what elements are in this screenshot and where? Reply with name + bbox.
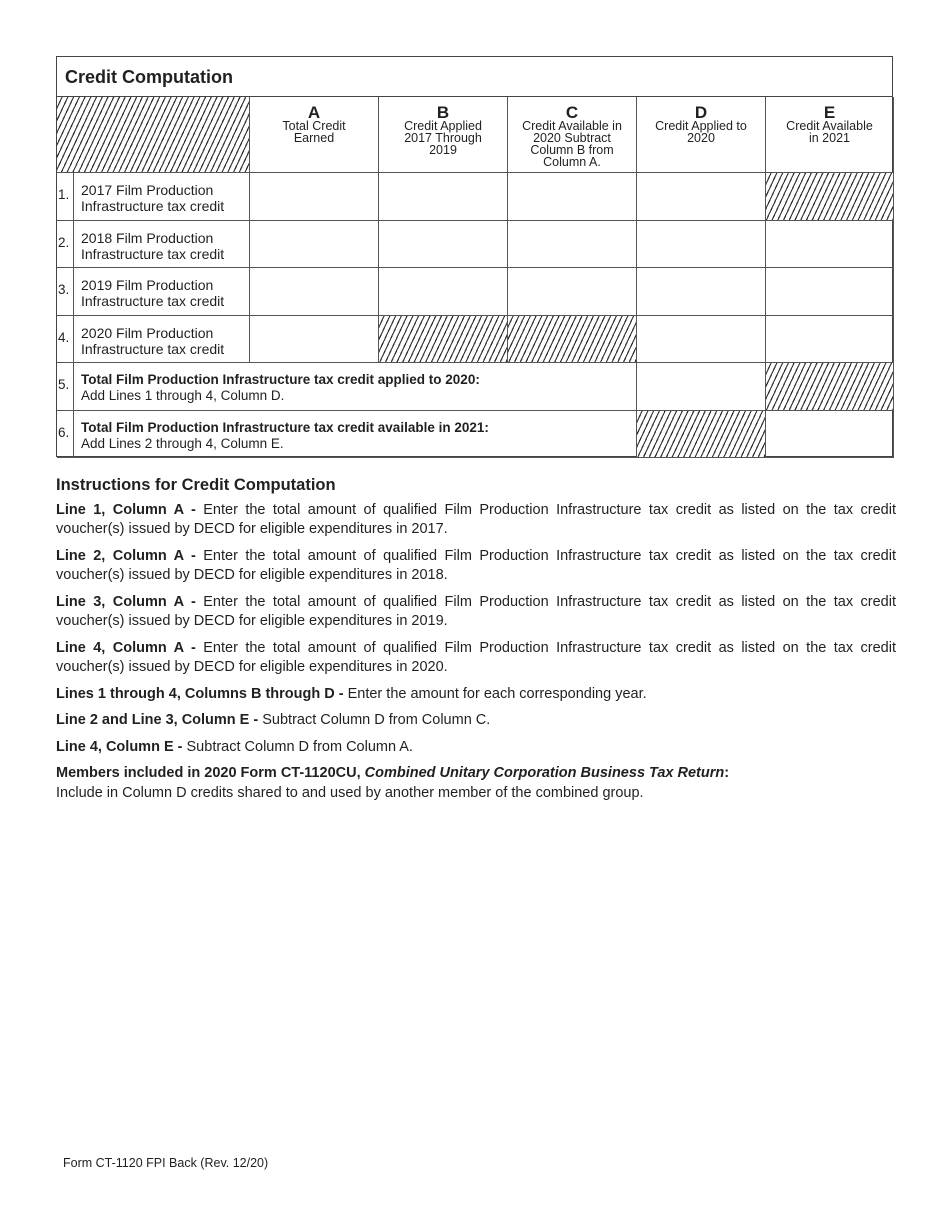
column-label: Credit Applied 2017 Through 2019: [404, 119, 482, 157]
column-header-d: [637, 97, 766, 173]
input-line3-col-d[interactable]: [637, 268, 766, 316]
instruction-item: [56, 738, 896, 758]
input-line4-col-a[interactable]: [250, 316, 379, 363]
label-line2: Add Lines 2 through 4, Column E.: [81, 436, 284, 451]
column-label: Total Credit Earned: [282, 119, 346, 145]
instruction-item: [56, 501, 896, 540]
label-line2: Infrastructure tax credit: [81, 198, 225, 214]
instruction-item: [56, 593, 896, 632]
table-title: Credit Computation: [65, 67, 233, 87]
instructions: [56, 476, 896, 803]
instruction-text: Enter the total amount of qualified Film Production Infrastructure tax credit as listed on the tax credit voucher(s) issued by DECD for eligible expenditures in 2020.: [56, 639, 896, 675]
line-label: [74, 363, 637, 411]
column-header-c: [508, 97, 637, 173]
instruction-item: [56, 685, 896, 705]
input-line1-col-c[interactable]: [508, 173, 637, 221]
column-letter: A: [307, 103, 321, 122]
members-colon: :: [724, 765, 730, 781]
line-label: [74, 411, 637, 458]
input-line2-col-a[interactable]: [250, 221, 379, 268]
input-line4-col-e[interactable]: [766, 316, 894, 363]
instruction-lead: Line 4, Column E -: [56, 738, 183, 755]
line-label: [74, 221, 250, 268]
input-line3-col-b[interactable]: [379, 268, 508, 316]
input-line3-col-c[interactable]: [508, 268, 637, 316]
instruction-lead: Line 1, Column A -: [56, 501, 196, 518]
hatched-cell: [508, 316, 637, 363]
line-label: [74, 268, 250, 316]
instruction-text: Enter the total amount of qualified Film Production Infrastructure tax credit as listed on the tax credit voucher(s) issued by DECD for eligible expenditures in 2019.: [56, 593, 896, 629]
instruction-text: Subtract Column D from Column A.: [182, 738, 413, 755]
line-number: 2.: [57, 221, 74, 268]
input-line6-col-e[interactable]: [766, 411, 894, 458]
label-line1: 2018 Film Production: [81, 230, 214, 246]
line-number: 1.: [57, 173, 74, 221]
input-line3-col-a[interactable]: [250, 268, 379, 316]
input-line1-col-d[interactable]: [637, 173, 766, 221]
instruction-lead: Lines 1 through 4, Columns B through D -: [56, 685, 344, 702]
label-line1: Total Film Production Infrastructure tax credit available in 2021:: [81, 420, 489, 435]
column-header-b: [379, 97, 508, 173]
input-line2-col-b[interactable]: [379, 221, 508, 268]
instruction-lead: Line 3, Column A -: [56, 593, 196, 610]
input-line2-col-d[interactable]: [637, 221, 766, 268]
hatched-cell: [766, 363, 894, 411]
column-label: Credit Applied to 2020: [655, 119, 747, 145]
input-line1-col-a[interactable]: [250, 173, 379, 221]
column-letter: C: [565, 103, 579, 122]
instruction-lead: Line 2 and Line 3, Column E -: [56, 712, 259, 728]
instruction-item: [56, 639, 896, 678]
label-line1: 2020 Film Production: [81, 325, 214, 341]
column-label: Credit Available in 2020 Subtract Column B from Column A.: [522, 119, 622, 169]
line-number: 6.: [57, 411, 74, 458]
column-header-e: [766, 97, 894, 173]
label-line2: Infrastructure tax credit: [81, 246, 225, 262]
line-label: [74, 316, 250, 363]
instruction-text: Enter the total amount of qualified Film Production Infrastructure tax credit as listed on the tax credit voucher(s) issued by DECD for eligible expenditures in 2018.: [56, 547, 896, 583]
instruction-item: [56, 711, 896, 731]
column-header-a: [250, 97, 379, 173]
label-line1: 2017 Film Production: [81, 182, 214, 198]
instructions-heading: Instructions for Credit Computation: [56, 476, 336, 494]
label-line2: Infrastructure tax credit: [81, 293, 225, 309]
instruction-lead: Line 4, Column A -: [56, 639, 196, 656]
input-line2-col-c[interactable]: [508, 221, 637, 268]
column-letter: B: [436, 103, 450, 122]
line-label: [74, 173, 250, 221]
form-footer: Form CT-1120 FPI Back (Rev. 12/20): [63, 1156, 269, 1170]
credit-computation-table: [56, 56, 893, 457]
input-line4-col-d[interactable]: [637, 316, 766, 363]
label-line2: Infrastructure tax credit: [81, 341, 225, 357]
input-line5-col-d[interactable]: [637, 363, 766, 411]
members-text: Include in Column D credits shared to and used by another member of the combined group.: [56, 784, 644, 801]
column-label: Credit Available in 2021: [786, 119, 873, 145]
label-line2: Add Lines 1 through 4, Column D.: [81, 388, 285, 403]
label-line1: 2019 Film Production: [81, 277, 214, 293]
instruction-item: [56, 547, 896, 586]
line-number: 4.: [57, 316, 74, 363]
instruction-text: Enter the total amount of qualified Film Production Infrastructure tax credit as listed on the tax credit voucher(s) issued by DECD for eligible expenditures in 2017.: [56, 501, 896, 537]
instruction-text: Enter the amount for each corresponding year.: [343, 685, 647, 702]
input-line2-col-e[interactable]: [766, 221, 894, 268]
column-letter: D: [694, 103, 708, 122]
input-line1-col-b[interactable]: [379, 173, 508, 221]
instruction-text: Subtract Column D from Column C.: [258, 712, 491, 728]
input-line3-col-e[interactable]: [766, 268, 894, 316]
label-line1: Total Film Production Infrastructure tax credit applied to 2020:: [81, 372, 480, 387]
members-italic: Combined Unitary Corporation Business Tax Return: [364, 765, 725, 781]
hatched-cell: [379, 316, 508, 363]
hatched-cell: [637, 411, 766, 458]
line-number: 3.: [57, 268, 74, 316]
column-letter: E: [823, 103, 836, 122]
instruction-lead: Line 2, Column A -: [56, 547, 196, 564]
members-bold: Members included in 2020 Form CT-1120CU,: [56, 765, 365, 781]
hatched-cell: [57, 97, 250, 173]
line-number: 5.: [57, 363, 74, 411]
hatched-cell: [766, 173, 894, 221]
